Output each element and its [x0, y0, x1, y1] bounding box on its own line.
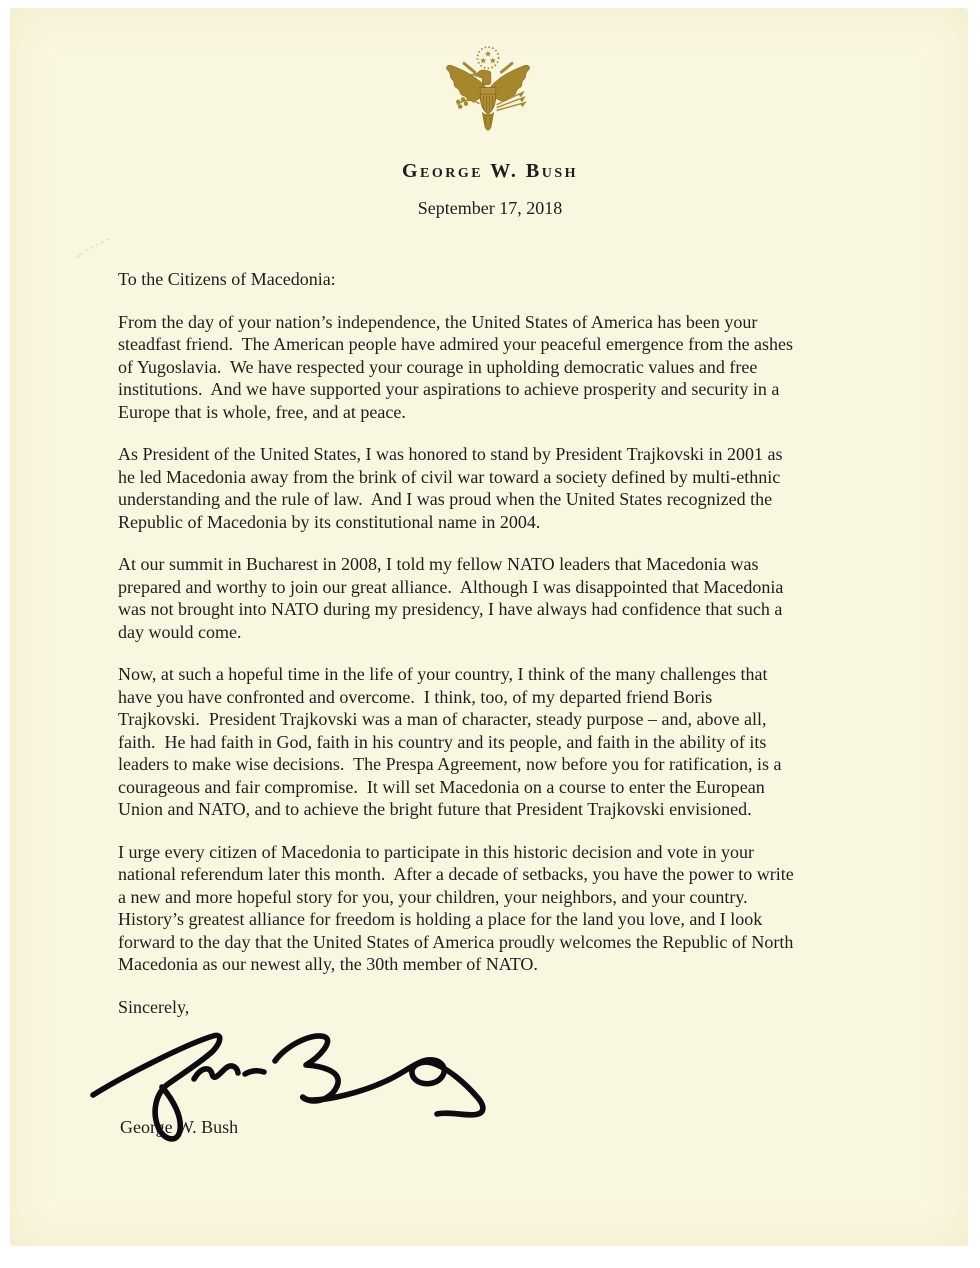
- pencil-smudge: [72, 234, 122, 264]
- letter-paragraphs: [118, 311, 893, 976]
- letter-line: History’s greatest alliance for freedom is holding a place for the land you love, and I look: [118, 909, 763, 929]
- letterhead-name: George W. Bush: [401, 160, 579, 182]
- paragraph: [118, 841, 893, 976]
- letter-line: I urge every citizen of Macedonia to participate in this historic decision and vote in your: [118, 841, 754, 862]
- letter-line: Macedonia as our newest ally, the 30th member of NATO.: [118, 954, 538, 974]
- letter-line: Union and NATO, and to achieve the bright future that President Trajkovski envisioned.: [118, 799, 752, 819]
- letter-line: a new and more hopeful story for you, your children, your neighbors, and your country.: [118, 886, 748, 907]
- letter-line: Republic of Macedonia by its constitutional name in 2004.: [118, 511, 541, 532]
- letter-body: [118, 268, 893, 1018]
- letter-line: courageous and fair compromise. It will set Macedonia on a course to enter the European: [118, 776, 765, 797]
- closing: Sincerely,: [118, 996, 190, 1017]
- letter-line: have you have confronted and overcome. I think, too, of my departed friend Boris: [118, 686, 713, 707]
- letter-line: of Yugoslavia. We have respected your courage in upholding democratic values and free: [118, 356, 758, 377]
- letterhead-date: September 17, 2018: [417, 198, 563, 218]
- letter-line: Europe that is whole, free, and at peace.: [118, 401, 406, 422]
- letter-line: prepared and worthy to join our great alliance. Although I was disappointed that Macedonia: [118, 576, 784, 597]
- presidential-eagle-seal-icon: [440, 44, 536, 150]
- paragraph: [118, 553, 893, 643]
- salutation: To the Citizens of Macedonia:: [118, 269, 336, 289]
- paragraph: [118, 311, 893, 424]
- letter-line: he led Macedonia away from the brink of civil war toward a society defined by multi-ethnic: [118, 466, 781, 487]
- signed-name: George W. Bush: [120, 1117, 239, 1137]
- letter-line: Trajkovski. President Trajkovski was a man of character, steady purpose – and, above all,: [118, 709, 767, 729]
- letter-line: understanding and the rule of law. And I was proud when the United States recognized the: [118, 489, 773, 509]
- letter-line: institutions. And we have supported your aspirations to achieve prosperity and security in a: [118, 379, 780, 399]
- letter-line: day would come.: [118, 621, 242, 642]
- paragraph: [118, 443, 893, 533]
- letter-line: As President of the United States, I was honored to stand by President Trajkovski in 2001 as: [118, 444, 783, 464]
- letter-line: steadfast friend. The American people have admired your peaceful emergence from the ashes: [118, 334, 794, 354]
- letter-line: Now, at such a hopeful time in the life of your country, I think of the many challenges that: [118, 664, 768, 684]
- letter-line: forward to the day that the United States of America proudly welcomes the Republic of North: [118, 931, 794, 952]
- letter-line: national referendum later this month. After a decade of setbacks, you have the power to write: [118, 864, 794, 884]
- letter-line: At our summit in Bucharest in 2008, I told my fellow NATO leaders that Macedonia was: [118, 554, 759, 574]
- letter-line: From the day of your nation’s independence, the United States of America has been your: [118, 311, 758, 332]
- paragraph: [118, 663, 893, 821]
- letter-line: faith. He had faith in God, faith in his country and its people, and faith in the ability of its: [118, 731, 767, 752]
- letter-line: was not brought into NATO during my presidency, I have always had confidence that such a: [118, 599, 783, 619]
- letter-line: leaders to make wise decisions. The Prespa Agreement, now before you for ratification, is a: [118, 754, 782, 774]
